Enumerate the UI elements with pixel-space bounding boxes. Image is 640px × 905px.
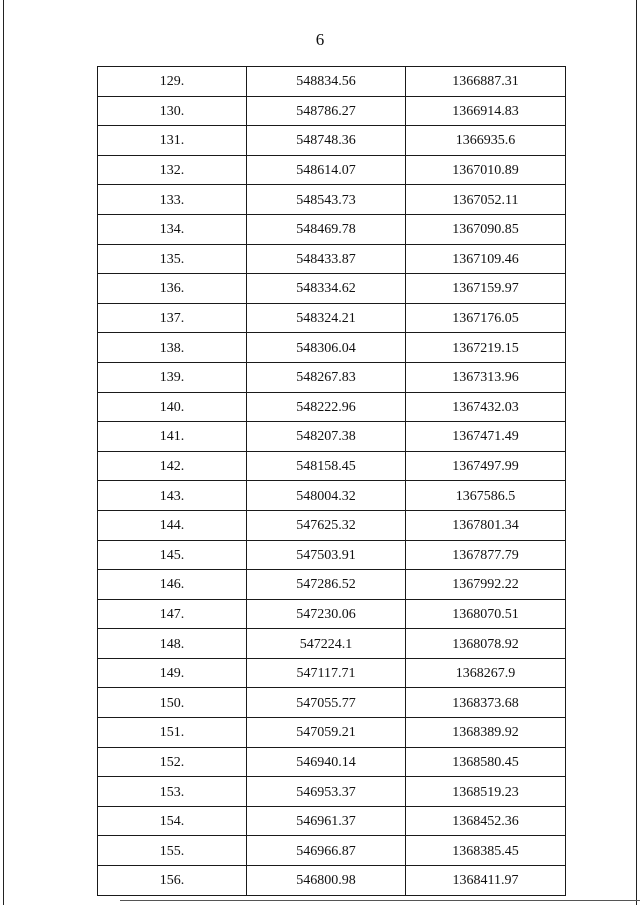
x-coordinate-cell: 546940.14 — [247, 747, 406, 777]
x-coordinate-cell: 548543.73 — [247, 185, 406, 215]
table-row — [98, 422, 566, 452]
point-number-cell: 133. — [98, 185, 247, 215]
point-number-cell: 153. — [98, 777, 247, 807]
point-number-cell: 144. — [98, 510, 247, 540]
y-coordinate-cell: 1367992.22 — [406, 570, 566, 600]
y-coordinate-cell: 1367497.99 — [406, 451, 566, 481]
bottom-rule — [120, 900, 640, 901]
table-row — [98, 155, 566, 185]
y-coordinate-cell: 1366914.83 — [406, 96, 566, 126]
table-row — [98, 658, 566, 688]
x-coordinate-cell: 548748.36 — [247, 126, 406, 156]
table-row — [98, 96, 566, 126]
x-coordinate-cell: 546966.87 — [247, 836, 406, 866]
y-coordinate-cell: 1368519.23 — [406, 777, 566, 807]
y-coordinate-cell: 1366887.31 — [406, 67, 566, 97]
x-coordinate-cell: 548433.87 — [247, 244, 406, 274]
x-coordinate-cell: 546961.37 — [247, 806, 406, 836]
table-row — [98, 303, 566, 333]
table-row — [98, 570, 566, 600]
table-row — [98, 747, 566, 777]
point-number-cell: 129. — [98, 67, 247, 97]
x-coordinate-cell: 548469.78 — [247, 214, 406, 244]
point-number-cell: 137. — [98, 303, 247, 333]
table-row — [98, 392, 566, 422]
point-number-cell: 150. — [98, 688, 247, 718]
x-coordinate-cell: 547230.06 — [247, 599, 406, 629]
point-number-cell: 143. — [98, 481, 247, 511]
y-coordinate-cell: 1368411.97 — [406, 866, 566, 896]
point-number-cell: 130. — [98, 96, 247, 126]
x-coordinate-cell: 547625.32 — [247, 510, 406, 540]
point-number-cell: 138. — [98, 333, 247, 363]
point-number-cell: 139. — [98, 362, 247, 392]
coordinates-table-body — [98, 67, 566, 896]
x-coordinate-cell: 548306.04 — [247, 333, 406, 363]
x-coordinate-cell: 548334.62 — [247, 274, 406, 304]
x-coordinate-cell: 548158.45 — [247, 451, 406, 481]
table-row — [98, 599, 566, 629]
table-row — [98, 451, 566, 481]
point-number-cell: 151. — [98, 718, 247, 748]
y-coordinate-cell: 1368389.92 — [406, 718, 566, 748]
point-number-cell: 152. — [98, 747, 247, 777]
table-row — [98, 274, 566, 304]
point-number-cell: 149. — [98, 658, 247, 688]
point-number-cell: 156. — [98, 866, 247, 896]
table-row — [98, 806, 566, 836]
x-coordinate-cell: 548207.38 — [247, 422, 406, 452]
table-row — [98, 67, 566, 97]
point-number-cell: 145. — [98, 540, 247, 570]
page-number: 6 — [315, 30, 325, 49]
y-coordinate-cell: 1367586.5 — [406, 481, 566, 511]
x-coordinate-cell: 548267.83 — [247, 362, 406, 392]
y-coordinate-cell: 1367176.05 — [406, 303, 566, 333]
table-row — [98, 362, 566, 392]
x-coordinate-cell: 548834.56 — [247, 67, 406, 97]
y-coordinate-cell: 1368385.45 — [406, 836, 566, 866]
table-row — [98, 333, 566, 363]
table-row — [98, 244, 566, 274]
y-coordinate-cell: 1367313.96 — [406, 362, 566, 392]
y-coordinate-cell: 1368373.68 — [406, 688, 566, 718]
point-number-cell: 155. — [98, 836, 247, 866]
x-coordinate-cell: 547059.21 — [247, 718, 406, 748]
table-row — [98, 836, 566, 866]
point-number-cell: 131. — [98, 126, 247, 156]
table-row — [98, 510, 566, 540]
point-number-cell: 136. — [98, 274, 247, 304]
y-coordinate-cell: 1366935.6 — [406, 126, 566, 156]
y-coordinate-cell: 1367090.85 — [406, 214, 566, 244]
table-row — [98, 629, 566, 659]
y-coordinate-cell: 1367159.97 — [406, 274, 566, 304]
point-number-cell: 141. — [98, 422, 247, 452]
y-coordinate-cell: 1368070.51 — [406, 599, 566, 629]
coordinates-table — [97, 66, 566, 896]
y-coordinate-cell: 1368452.36 — [406, 806, 566, 836]
y-coordinate-cell: 1367432.03 — [406, 392, 566, 422]
y-coordinate-cell: 1367219.15 — [406, 333, 566, 363]
x-coordinate-cell: 547055.77 — [247, 688, 406, 718]
x-coordinate-cell: 546800.98 — [247, 866, 406, 896]
x-coordinate-cell: 548614.07 — [247, 155, 406, 185]
table-row — [98, 185, 566, 215]
point-number-cell: 132. — [98, 155, 247, 185]
table-row — [98, 718, 566, 748]
y-coordinate-cell: 1368078.92 — [406, 629, 566, 659]
y-coordinate-cell: 1367471.49 — [406, 422, 566, 452]
x-coordinate-cell: 548786.27 — [247, 96, 406, 126]
x-coordinate-cell: 548324.21 — [247, 303, 406, 333]
x-coordinate-cell: 547503.91 — [247, 540, 406, 570]
y-coordinate-cell: 1367877.79 — [406, 540, 566, 570]
x-coordinate-cell: 548004.32 — [247, 481, 406, 511]
table-row — [98, 481, 566, 511]
y-coordinate-cell: 1367052.11 — [406, 185, 566, 215]
y-coordinate-cell: 1367109.46 — [406, 244, 566, 274]
point-number-cell: 134. — [98, 214, 247, 244]
x-coordinate-cell: 546953.37 — [247, 777, 406, 807]
point-number-cell: 146. — [98, 570, 247, 600]
table-row — [98, 540, 566, 570]
table-row — [98, 214, 566, 244]
x-coordinate-cell: 547224.1 — [247, 629, 406, 659]
page-edge-right — [636, 0, 637, 905]
point-number-cell: 147. — [98, 599, 247, 629]
point-number-cell: 142. — [98, 451, 247, 481]
point-number-cell: 140. — [98, 392, 247, 422]
table-row — [98, 688, 566, 718]
y-coordinate-cell: 1367801.34 — [406, 510, 566, 540]
table-row — [98, 126, 566, 156]
table-row — [98, 866, 566, 896]
table-row — [98, 777, 566, 807]
y-coordinate-cell: 1368580.45 — [406, 747, 566, 777]
point-number-cell: 148. — [98, 629, 247, 659]
page-edge-left — [3, 0, 4, 905]
x-coordinate-cell: 547117.71 — [247, 658, 406, 688]
point-number-cell: 135. — [98, 244, 247, 274]
y-coordinate-cell: 1368267.9 — [406, 658, 566, 688]
point-number-cell: 154. — [98, 806, 247, 836]
x-coordinate-cell: 548222.96 — [247, 392, 406, 422]
y-coordinate-cell: 1367010.89 — [406, 155, 566, 185]
x-coordinate-cell: 547286.52 — [247, 570, 406, 600]
